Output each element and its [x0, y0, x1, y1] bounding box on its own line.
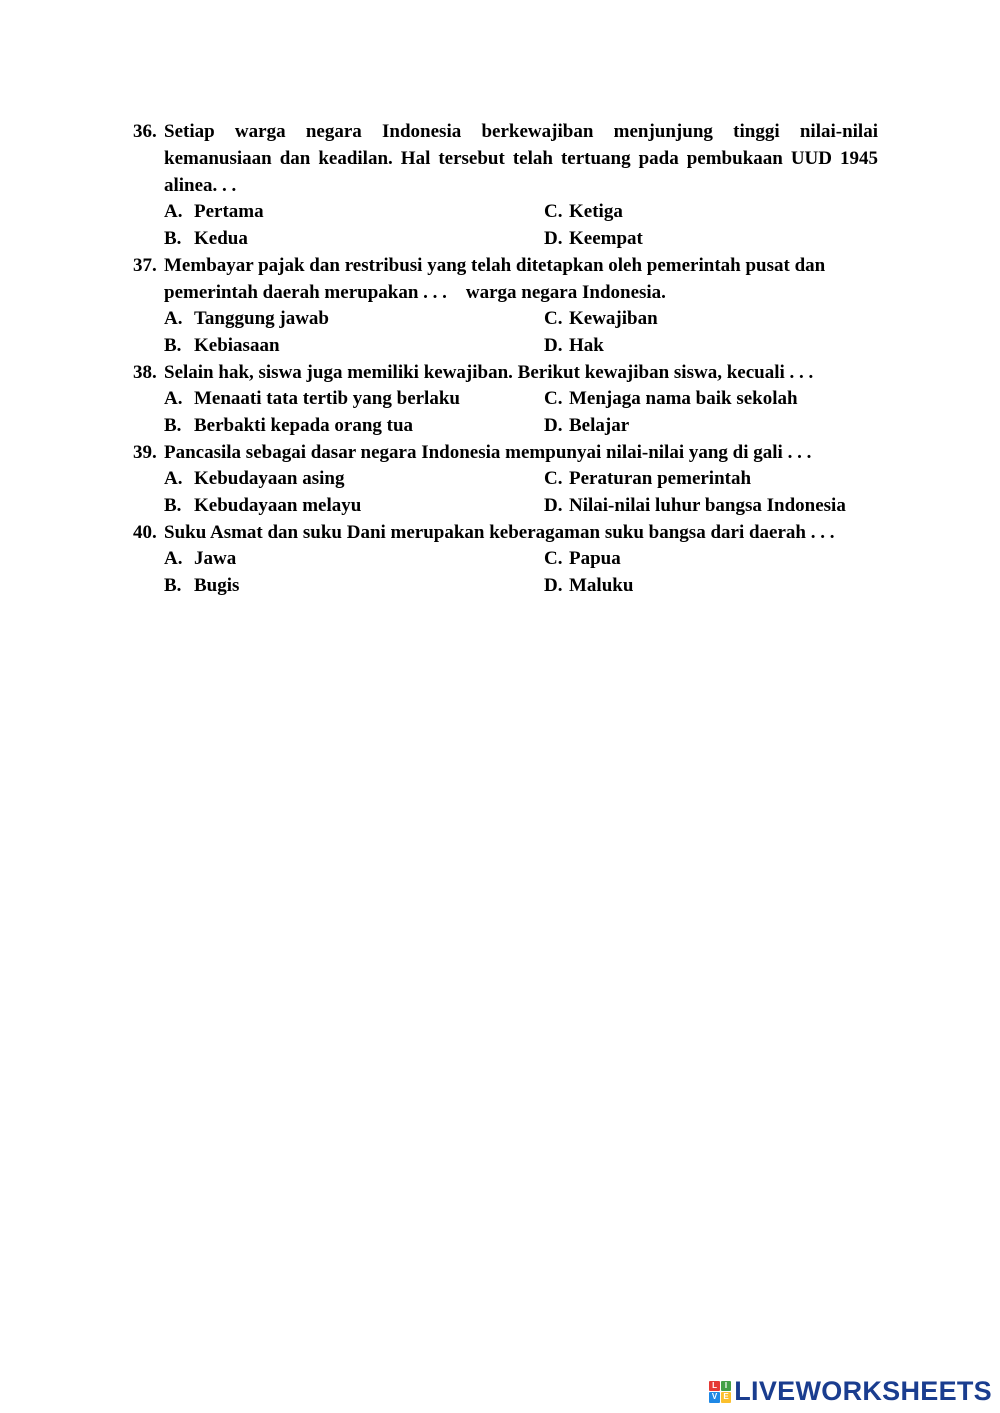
option-b[interactable]	[164, 413, 544, 440]
option-text: Menaati tata tertib yang berlaku	[194, 388, 460, 409]
option-text: Menjaga nama baik sekolah	[569, 388, 798, 409]
option-letter: B.	[164, 494, 182, 516]
option-a[interactable]	[164, 466, 544, 493]
option-text: Peraturan pemerintah	[569, 468, 752, 489]
option-letter: D.	[544, 227, 563, 249]
liveworksheets-logo-icon	[709, 1381, 731, 1403]
question-number: 40.	[133, 522, 157, 543]
question-text: Membayar pajak dan restribusi yang telah ditetapkan oleh pemerintah pusat dan pemerintah daerah merupakan . . . warga negara Indonesia.	[164, 255, 830, 303]
option-d[interactable]	[544, 226, 878, 253]
option-letter: A.	[164, 201, 183, 222]
answer-options	[164, 386, 878, 439]
option-letter: B.	[164, 414, 182, 436]
answer-options	[164, 306, 878, 359]
option-text: Bugis	[194, 574, 240, 596]
option-c[interactable]	[544, 386, 878, 413]
answer-options	[164, 546, 878, 599]
option-text: Tanggung jawab	[194, 308, 329, 329]
option-text: Belajar	[569, 414, 630, 436]
logo-letter: V	[709, 1392, 720, 1403]
question-text: Setiap warga negara Indonesia berkewajiban menjunjung tinggi nilai-nilai kemanusiaan dan keadilan. Hal tersebut telah tertuang pada pembukaan UUD 1945 alinea. . .	[164, 121, 878, 196]
option-c[interactable]	[544, 306, 878, 333]
option-a[interactable]	[164, 546, 544, 573]
option-b[interactable]	[164, 333, 544, 360]
option-text: Kedua	[194, 227, 248, 249]
option-text: Jawa	[194, 548, 237, 569]
question-36	[133, 118, 878, 252]
option-letter: D.	[544, 574, 563, 596]
answer-options	[164, 466, 878, 519]
option-text: Kebiasaan	[194, 334, 280, 356]
option-letter: A.	[164, 388, 183, 409]
option-text: Maluku	[569, 574, 634, 596]
option-text: Pertama	[194, 201, 264, 222]
option-letter: B.	[164, 334, 182, 356]
option-text: Kebudayaan melayu	[194, 494, 362, 516]
brand-name: LIVEWORKSHEETS	[734, 1376, 992, 1406]
question-text: Selain hak, siswa juga memiliki kewajiban. Berikut kewajiban siswa, kecuali . . .	[164, 362, 814, 383]
question-text: Pancasila sebagai dasar negara Indonesia mempunyai nilai-nilai yang di gali . . .	[164, 442, 812, 463]
option-text: Ketiga	[569, 201, 623, 222]
option-c[interactable]	[544, 466, 878, 493]
option-c[interactable]	[544, 199, 878, 226]
worksheet	[133, 118, 878, 599]
question-number: 37.	[133, 255, 157, 276]
question-37	[133, 252, 878, 359]
option-a[interactable]	[164, 306, 544, 333]
option-text: Kebudayaan asing	[194, 468, 345, 489]
liveworksheets-brand[interactable]	[709, 1376, 992, 1407]
option-text: Papua	[569, 548, 621, 569]
logo-letter: L	[709, 1381, 720, 1392]
option-text: Berbakti kepada orang tua	[194, 414, 414, 436]
option-letter: C.	[544, 308, 563, 329]
option-d[interactable]	[544, 493, 878, 520]
option-letter: B.	[164, 227, 182, 249]
question-40	[133, 519, 878, 599]
option-letter: B.	[164, 574, 182, 596]
option-letter: C.	[544, 548, 563, 569]
option-text: Keempat	[569, 227, 643, 249]
option-text: Nilai-nilai luhur bangsa Indonesia	[569, 494, 846, 516]
question-number: 39.	[133, 442, 157, 463]
option-letter: C.	[544, 468, 563, 489]
option-letter: A.	[164, 308, 183, 329]
option-a[interactable]	[164, 386, 544, 413]
question-text: Suku Asmat dan suku Dani merupakan keberagaman suku bangsa dari daerah . . .	[164, 522, 835, 543]
question-number: 38.	[133, 362, 157, 383]
option-letter: D.	[544, 414, 563, 436]
question-number: 36.	[133, 121, 157, 142]
option-letter: C.	[544, 388, 563, 409]
option-d[interactable]	[544, 573, 878, 600]
option-letter: D.	[544, 494, 563, 516]
option-d[interactable]	[544, 333, 878, 360]
option-letter: C.	[544, 201, 563, 222]
option-b[interactable]	[164, 573, 544, 600]
option-letter: A.	[164, 468, 183, 489]
option-letter: A.	[164, 548, 183, 569]
option-d[interactable]	[544, 413, 878, 440]
option-b[interactable]	[164, 226, 544, 253]
answer-options	[164, 199, 878, 252]
option-a[interactable]	[164, 199, 544, 226]
logo-letter: E	[721, 1392, 732, 1403]
option-c[interactable]	[544, 546, 878, 573]
logo-letter: I	[721, 1381, 732, 1392]
option-letter: D.	[544, 334, 563, 356]
option-text: Hak	[569, 334, 604, 356]
question-39	[133, 439, 878, 519]
option-b[interactable]	[164, 493, 544, 520]
option-text: Kewajiban	[569, 308, 658, 329]
question-38	[133, 359, 878, 439]
